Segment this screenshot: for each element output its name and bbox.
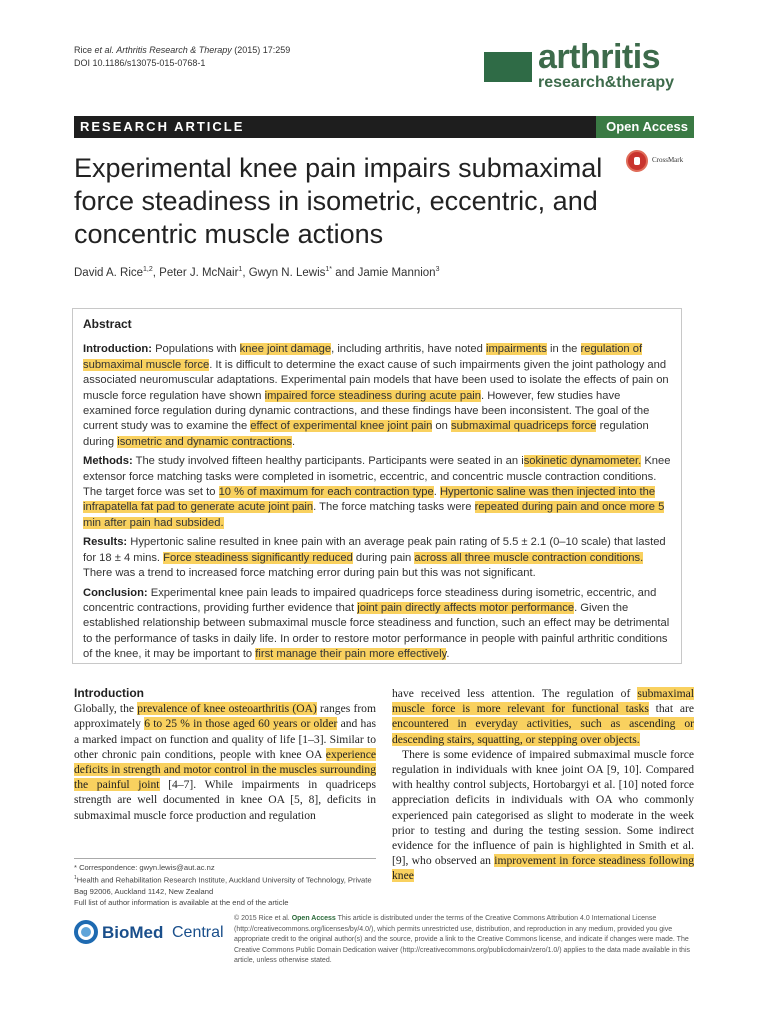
section-heading-introduction: Introduction bbox=[74, 686, 144, 700]
highlighted-text: isometric and dynamic contractions bbox=[117, 435, 292, 448]
journal-logo: arthritis research&therapy bbox=[484, 44, 694, 94]
text-run: . The force matching tasks were bbox=[313, 501, 475, 514]
biomed-ring-icon bbox=[74, 920, 98, 944]
text-run: . Given the established relationship between submaximal muscle force steadiness and function, such an effect may be detrimental to the performance of tasks in daily life. In order to restore motor performance in people with painful arthritic conditions of the knee, it may be important to bbox=[83, 601, 670, 661]
highlighted-text: across all three muscle contraction conditions. bbox=[414, 551, 644, 564]
logo-block-icon bbox=[484, 52, 532, 82]
text-run: Knee extensor force matching tasks were completed in isometric, eccentric, and concentric muscle contraction conditions. The target force was set to bbox=[83, 455, 671, 499]
text-run: , including arthritis, have noted bbox=[331, 343, 486, 356]
abstract-box bbox=[72, 308, 682, 664]
text-run: on bbox=[432, 420, 451, 433]
author-name: David A. Rice$^{1,2}$ bbox=[74, 266, 153, 279]
highlighted-text: knee joint damage bbox=[239, 343, 332, 356]
text-run: Globally, the bbox=[74, 702, 138, 716]
body-column-right bbox=[392, 686, 694, 884]
author-name: Peter J. McNair$^1$ bbox=[159, 266, 243, 279]
footnote bbox=[74, 858, 376, 908]
correspondence: * Correspondence: gwyn.lewis@aut.ac.nz bbox=[74, 863, 215, 872]
text-run: [4–7]. While impairments in quadriceps strength are well documented in knee OA [5, 8], deficits in submaximal muscle force production and regulation bbox=[74, 778, 376, 822]
highlighted-text: sokinetic dynamometer. bbox=[523, 455, 642, 468]
text-run: that are bbox=[648, 702, 694, 716]
text-run: There is some evidence of impaired submaximal muscle force regulation in individuals with knee joint OA [9, 10]. Compared with healthy control subjects, Hortobargyi et al. [10] noted force appreciation deficits in individuals with OA who commonly experienced pain categorised as slight to moderate in the week prior to testing and during the testing session. Some indirect evidence for the influence of pain is highlighted in Smith et al. [9], who observed an bbox=[392, 747, 694, 868]
highlighted-text: Force steadiness significantly reduced bbox=[163, 551, 353, 564]
text-run: . bbox=[433, 486, 440, 499]
crossmark-icon bbox=[626, 150, 648, 172]
citation-line: Rice et al. Arthritis Research & Therapy (2015) 17:259 bbox=[74, 45, 291, 55]
abstract-conclusion: Conclusion: Experimental knee pain leads to impaired quadriceps force steadiness during isometric, eccentric, and concentric contractions, providing further evidence that joint pain directly affects motor performance. Given the established relationship between submaximal muscle force steadiness and function, such an effect may be detrimental to the performance of tasks in daily life. In order to restore motor performance in people with painful arthritic conditions of the knee, it may be important to first manage their pain more effectively. bbox=[83, 586, 670, 661]
text-run: Populations with bbox=[151, 343, 240, 356]
text-run: . It is difficult to determine the exact cause of such impairments given the joint pathology and associated neuromuscular adaptations. Experimental pain models that have been used to isolate the effects of pain on muscle force regulation have shown bbox=[83, 358, 669, 402]
highlighted-text: joint pain directly affects motor performance bbox=[357, 601, 575, 614]
author-name: Gwyn N. Lewis$^{1*}$ bbox=[248, 266, 333, 279]
highlighted-text: prevalence of knee osteoarthritis (OA) bbox=[137, 702, 317, 716]
body-paragraph bbox=[74, 701, 376, 823]
highlighted-text: first manage their pain more effectively bbox=[255, 648, 447, 661]
highlighted-text: 6 to 25 % in those aged 60 years or older bbox=[144, 717, 338, 731]
abstract-introduction: Introduction: Populations with knee joint damage, including arthritis, have noted impairments in the regulation of submaximal muscle force. It is difficult to determine the exact cause of such impairments given the joint pathology and associated neuromuscular adaptations. Experimental pain models that have been used to isolate the effects of pain on muscle force regulation have shown impaired force steadiness during acute pain. However, few studies have examined force regulation during dynamic contractions, and these findings have been inconsistent. The goal of the current study was to examine the effect of experimental knee joint pain on submaximal quadriceps force regulation during isometric and dynamic contractions. bbox=[83, 343, 669, 448]
highlighted-text: regulation of submaximal muscle force bbox=[83, 343, 643, 371]
highlighted-text: improvement in force steadiness following knee bbox=[392, 854, 694, 883]
text-run: during pain bbox=[352, 551, 415, 564]
body-column-left bbox=[74, 686, 376, 823]
highlighted-text: submaximal muscle force is more relevant for functional tasks bbox=[392, 687, 694, 716]
highlighted-text: encountered in everyday activities, such as ascending or descending stairs, squatting, or stepping over objects. bbox=[392, 717, 694, 746]
highlighted-text: effect of experimental knee joint pain bbox=[250, 420, 433, 433]
article-type: RESEARCH ARTICLE bbox=[80, 119, 245, 134]
abstract-results: Results: Hypertonic saline resulted in knee pain with an average peak pain rating of 5.5 ± 2.1 (0–10 scale) that lasted for 18 ± 4 mins. Force steadiness significantly reduced during pain across all three muscle contraction conditions. There was a trend to increased force matching error during pain but this was not significant. bbox=[83, 536, 666, 580]
text-run: . bbox=[291, 435, 296, 448]
text-run: . However, few studies have examined force regulation during dynamic contractions, and these findings have been inconsistent. The goal of the current study was to examine the bbox=[83, 389, 650, 433]
author-name: Jamie Mannion$^3$ bbox=[357, 266, 440, 279]
body-paragraph bbox=[392, 686, 694, 747]
crossmark-button[interactable]: CrossMark bbox=[626, 150, 696, 174]
open-access-badge: Open Access bbox=[596, 116, 694, 138]
text-run: ranges from approximately bbox=[74, 702, 376, 731]
author-info-note: Full list of author information is available at the end of the article bbox=[74, 897, 289, 907]
article-type-banner bbox=[74, 116, 694, 138]
text-run: Experimental knee pain leads to impaired quadriceps force steadiness during isometric, eccentric, and concentric contractions, providing further evidence that bbox=[83, 586, 657, 614]
text-run: . bbox=[446, 648, 450, 661]
text-run: regulation during bbox=[83, 420, 649, 448]
body-paragraph bbox=[392, 747, 694, 884]
doi: DOI 10.1186/s13075-015-0768-1 bbox=[74, 58, 206, 68]
author-list: David A. Rice$^{1,2}$, Peter J. McNair$^1$, Gwyn N. Lewis$^{1*}$ and Jamie Mannion$^3$ bbox=[74, 266, 440, 279]
biomed-central-logo: BioMed Central bbox=[74, 920, 224, 948]
text-run: There was a trend to increased force matching error during pain but this was not significant. bbox=[83, 567, 536, 580]
highlighted-text: impaired force steadiness during acute pain bbox=[264, 389, 482, 402]
text-run: Hypertonic saline resulted in knee pain with an average peak pain rating of 5.5 ± 2.1 (0–10 scale) that lasted for 18 ± 4 mins. bbox=[83, 536, 666, 564]
citation-block bbox=[74, 44, 290, 70]
abstract-heading: Abstract bbox=[83, 317, 132, 331]
highlighted-text: Hypertonic saline was then injected into the infrapatella fat pad to generate acute joint pain bbox=[83, 486, 656, 514]
highlighted-text: experience deficits in strength and motor control in the muscles surrounding the painful joint bbox=[74, 747, 376, 792]
affiliation: $^1$Health and Rehabilitation Research Institute, Auckland University of Technology, Private Bag 92006, Auckland 1142, New Zealand bbox=[74, 875, 372, 896]
text-run: in the bbox=[546, 343, 581, 356]
text-run: The study involved fifteen healthy participants. Participants were seated in an i bbox=[132, 455, 524, 468]
license-text: © 2015 Rice et al. Open Access This article is distributed under the terms of the Creative Commons Attribution 4.0 International License (http://creativecommons.org/licenses/by/4.0/), which permits unrestricted use, distribution, and reproduction in any medium, provided you give appropriate credit to the original author(s) and the source, provide a link to the Creative Commons license, and indicate if changes were made. The Creative Commons Public Domain Dedication waiver (http://creativecommons.org/publicdomain/zero/1.0/) applies to the data made available in this article, unless otherwise stated. bbox=[234, 915, 690, 964]
highlighted-text: 10 % of maximum for each contraction type bbox=[218, 486, 434, 499]
text-run: have received less attention. The regulation of bbox=[392, 687, 638, 700]
highlighted-text: repeated during pain and once more 5 min after pain had subsided. bbox=[83, 501, 665, 529]
highlighted-text: submaximal quadriceps force bbox=[450, 420, 597, 433]
text-run: and has a marked impact on function and quality of life [1–3]. Similar to other chronic pain conditions, people with knee OA bbox=[74, 717, 376, 761]
highlighted-text: impairments bbox=[485, 343, 547, 356]
article-title: Experimental knee pain impairs submaximal force steadiness in isometric, eccentric, and concentric muscle actions bbox=[74, 153, 603, 249]
abstract-methods: Methods: The study involved fifteen healthy participants. Participants were seated in an isokinetic dynamometer. Knee extensor force matching tasks were completed in isometric, eccentric, and concentric muscle contraction conditions. The target force was set to 10 % of maximum for each contraction type. Hypertonic saline was then injected into the infrapatella fat pad to generate acute joint pain. The force matching tasks were repeated during pain and once more 5 min after pain had subsided. bbox=[83, 455, 671, 529]
